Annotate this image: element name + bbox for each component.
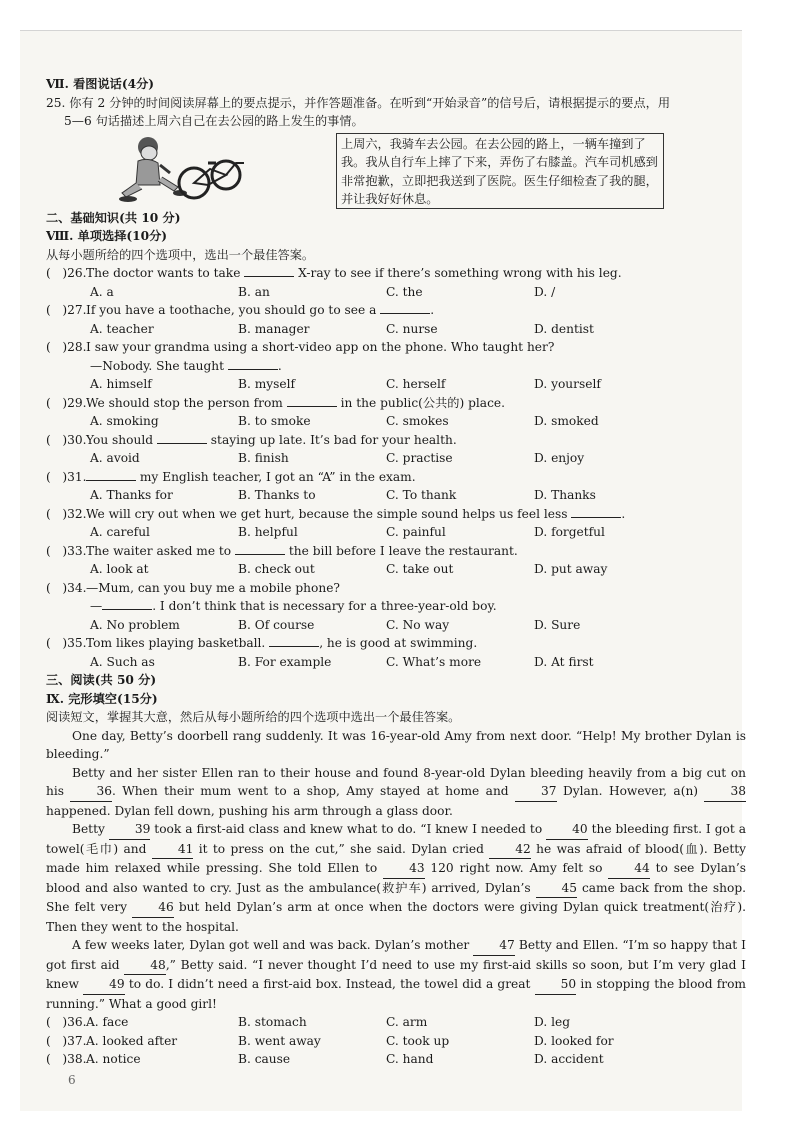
answer-bracket[interactable]: ( )30. (46, 432, 87, 447)
cloze-question-37-options (86, 1032, 682, 1051)
question-30-options (46, 449, 746, 468)
passage-paragraph: Betty 39 took a first-aid class and knew what to do. “I knew I needed to 40 the bleeding first. I got a towel(毛巾) and 41 it to press on the cut,” she said. Dylan cried 42 he was afraid of blood(血). Betty made him relaxed while pressing. She told Ellen to 43 120 right now. Amy felt so 44 to see Dylan’s blood and also wanted to cry. Just as the ambulance(救护车) arrived, Dylan’s 45 came back from the shop. She felt very 46 but held Dylan’s arm at once when the doctors were giving Dylan quick treatment(治疗). Then they went to the hospital. (46, 822, 747, 934)
answer-option[interactable]: A. Thanks for (90, 488, 173, 502)
answer-blank[interactable] (157, 443, 207, 444)
answer-option[interactable]: B. manager (238, 321, 310, 336)
cloze-blank-41[interactable]: 41 (152, 840, 194, 860)
answer-option[interactable]: D. looked for (534, 1033, 614, 1048)
question-33 (46, 542, 746, 561)
answer-option[interactable]: A. a (90, 284, 114, 299)
answer-bracket[interactable]: ( )33. (46, 543, 87, 558)
answer-bracket[interactable]: ( )27. (46, 303, 87, 317)
answer-option[interactable]: A. careful (90, 525, 150, 539)
answer-option[interactable]: C. the (386, 284, 423, 299)
answer-option[interactable]: D. Sure (534, 617, 581, 632)
answer-option[interactable]: D. At first (534, 654, 594, 669)
cloze-blank-49[interactable]: 49 (83, 975, 125, 995)
answer-bracket[interactable]: ( )36. (46, 1015, 87, 1029)
answer-option[interactable]: B. cause (238, 1052, 291, 1066)
answer-blank[interactable] (86, 480, 136, 481)
cloze-blank-36[interactable]: 36 (70, 782, 112, 802)
answer-option[interactable]: B. For example (238, 654, 332, 669)
answer-option[interactable]: B. finish (238, 451, 289, 465)
reading-instruction: 阅读短文，掌握其大意，然后从每小题所给的四个选项中选出一个最佳答案。 (46, 710, 461, 724)
question-33-options (46, 560, 746, 579)
answer-blank[interactable] (287, 406, 337, 407)
question-27-options (46, 320, 746, 339)
question-text: We should stop the person from in the public(公共的) place. (86, 395, 505, 410)
cloze-blank-40[interactable]: 40 (546, 820, 588, 840)
question-31-options (46, 486, 746, 505)
answer-option[interactable]: C. What’s more (386, 654, 482, 669)
answer-option[interactable]: D. dentist (534, 321, 594, 336)
exam-content (46, 75, 746, 1069)
cloze-blank-42[interactable]: 42 (489, 840, 531, 860)
boy-bicycle-illustration (108, 133, 258, 209)
answer-option[interactable]: B. an (238, 284, 270, 299)
question-34-reply: — . I don’t think that is necessary for a three-year-old boy. (90, 599, 497, 613)
question-26-options (46, 283, 746, 302)
cloze-blank-38[interactable]: 38 (704, 782, 746, 802)
basic-sub-header: Ⅷ. 单项选择(10分) (46, 229, 168, 243)
question-28-reply: —Nobody. She taught . (90, 358, 282, 373)
answer-option[interactable]: B. Of course (238, 617, 315, 632)
basic-section-header: 二、基础知识(共 10 分) (46, 210, 181, 225)
answer-option[interactable]: D. leg (534, 1015, 570, 1029)
question-text: I saw your grandma using a short-video app on the phone. Who taught her? (86, 340, 555, 354)
question-32-options (46, 523, 746, 542)
answer-option[interactable]: C. took up (386, 1033, 450, 1048)
question-text: The waiter asked me to the bill before I leave the restaurant. (86, 543, 518, 558)
cloze-passage (46, 727, 746, 1014)
answer-option[interactable]: C. herself (386, 377, 446, 391)
cloze-blank-48[interactable]: 48 (124, 956, 166, 976)
cloze-question-36 (46, 1013, 746, 1032)
passage-paragraph: A few weeks later, Dylan got well and was back. Dylan’s mother 47 Betty and Ellen. “I’m so happy that I got first aid 48,” Betty said. “I never thought I’d need to use my first-aid skills so soon, but I’m very glad I knew 49 to do. I didn’t need a first-aid box. Instead, the towel did a great 50 in stopping the blood from running.” What a good girl! (46, 938, 746, 1011)
answer-option[interactable]: C. arm (386, 1015, 428, 1029)
question-32 (46, 505, 746, 524)
basic-instruction: 从每小题所给的四个选项中，选出一个最佳答案。 (46, 247, 315, 262)
answer-option[interactable]: A. smoking (90, 414, 159, 428)
question-text: If you have a toothache, you should go to see a . (86, 303, 435, 317)
cloze-blank-47[interactable]: 47 (473, 936, 515, 956)
answer-bracket[interactable]: ( )34. (46, 580, 87, 595)
reading-section-header: 三、阅读(共 50 分) (46, 673, 157, 687)
answer-option[interactable]: C. smokes (386, 414, 449, 428)
answer-bracket[interactable]: ( )37. (46, 1033, 87, 1048)
cloze-blank-45[interactable]: 45 (536, 879, 578, 899)
question-35 (46, 634, 746, 653)
question-text: We will cry out when we get hurt, because the simple sound helps us feel less . (86, 506, 626, 521)
answer-blank[interactable] (244, 276, 294, 277)
speaking-instruction-1: 25. 你有 2 分钟的时间阅读屏幕上的要点提示，并作答题准备。在听到“开始录音”的信号后，请根据提示的要点，用 (46, 95, 671, 110)
answer-option[interactable]: B. to smoke (238, 414, 311, 428)
answer-option[interactable]: D. forgetful (534, 525, 605, 539)
passage-paragraph: One day, Betty’s doorbell rang suddenly. It was 16-year-old Amy from next door. “Help! My brother Dylan is bleeding.” (46, 728, 746, 761)
question-text: Tom likes playing basketball. , he is good at swimming. (86, 636, 478, 650)
reading-sub-header: Ⅸ. 完形填空(15分) (46, 691, 158, 706)
answer-bracket[interactable]: ( )28. (46, 340, 87, 354)
question-text: The doctor wants to take X-ray to see if there’s something wrong with his leg. (86, 266, 622, 280)
question-34 (46, 579, 746, 598)
cloze-blank-37[interactable]: 37 (515, 782, 557, 802)
answer-bracket[interactable]: ( )31. (46, 469, 87, 484)
answer-option[interactable]: B. helpful (238, 525, 298, 539)
question-31 (46, 468, 746, 487)
answer-option[interactable]: B. check out (238, 562, 315, 576)
cloze-question-list (46, 1013, 746, 1069)
answer-option[interactable]: A. Such as (90, 654, 155, 669)
answer-blank[interactable] (228, 369, 278, 370)
multiple-choice-list (46, 264, 746, 671)
cloze-blank-43[interactable]: 43 (383, 859, 425, 879)
answer-blank[interactable] (380, 313, 430, 314)
answer-option[interactable]: C. practise (386, 451, 453, 465)
answer-option[interactable]: A. himself (90, 377, 152, 391)
answer-option[interactable]: D. enjoy (534, 451, 585, 465)
cloze-question-37 (46, 1032, 746, 1051)
cloze-question-38 (46, 1050, 746, 1069)
answer-bracket[interactable]: ( )35. (46, 636, 87, 650)
answer-option[interactable]: A. face (86, 1015, 129, 1029)
answer-blank[interactable] (235, 554, 285, 555)
cloze-blank-39[interactable]: 39 (109, 820, 151, 840)
speaking-header: Ⅶ. 看图说话(4分) (46, 77, 155, 91)
answer-option[interactable]: A. notice (86, 1052, 141, 1066)
answer-option[interactable]: C. hand (386, 1052, 434, 1066)
answer-option[interactable]: D. / (534, 284, 556, 299)
answer-bracket[interactable]: ( )26. (46, 266, 87, 280)
answer-option[interactable]: D. put away (534, 562, 608, 576)
speaking-prompt-row (46, 133, 746, 209)
question-27 (46, 301, 746, 320)
answer-option[interactable]: C. painful (386, 525, 446, 539)
answer-option[interactable]: A. look at (90, 562, 149, 576)
answer-option[interactable]: D. smoked (534, 414, 599, 428)
answer-option[interactable]: B. myself (238, 377, 296, 391)
question-30 (46, 431, 746, 450)
answer-option[interactable]: B. stomach (238, 1015, 307, 1029)
answer-option[interactable]: D. yourself (534, 377, 601, 391)
cloze-blank-46[interactable]: 46 (132, 898, 174, 918)
answer-option[interactable]: B. Thanks to (238, 488, 316, 502)
question-26 (46, 264, 746, 283)
answer-bracket[interactable]: ( )29. (46, 395, 87, 410)
passage-paragraph: Betty and her sister Ellen ran to their house and found 8-year-old Dylan bleeding heavily from a big cut on his 36. When their mum went to a shop, Amy stayed at home and 37 Dylan. However, a(n) 38 happened. Dylan fell down, pushing his arm through a glass door. (46, 765, 746, 818)
answer-option[interactable]: B. went away (238, 1033, 321, 1048)
answer-option[interactable]: D. accident (534, 1052, 604, 1066)
answer-blank[interactable] (269, 646, 319, 647)
question-28 (46, 338, 746, 357)
answer-bracket[interactable]: ( )38. (46, 1052, 87, 1066)
speaking-instruction-2: 5—6 句话描述上周六自己在去公园的路上发生的事情。 (64, 114, 364, 128)
answer-option[interactable]: A. avoid (90, 451, 140, 465)
answer-option[interactable]: C. No way (386, 617, 450, 632)
question-29 (46, 394, 746, 413)
answer-blank[interactable] (102, 609, 152, 610)
question-35-options (46, 653, 746, 672)
question-text: You should staying up late. It’s bad for your health. (86, 432, 457, 447)
cloze-blank-44[interactable]: 44 (608, 859, 650, 879)
answer-option[interactable]: C. take out (386, 562, 454, 576)
answer-option[interactable]: D. Thanks (534, 488, 596, 502)
page-number: 6 (68, 1073, 76, 1087)
answer-option[interactable]: C. To thank (386, 488, 457, 502)
answer-option[interactable]: C. nurse (386, 321, 438, 336)
answer-option[interactable]: A. teacher (90, 321, 154, 336)
exam-page (20, 30, 747, 1111)
cloze-question-36-options (86, 1013, 682, 1032)
cloze-question-38-options (86, 1050, 682, 1069)
question-text: —Mum, can you buy me a mobile phone? (86, 580, 340, 595)
answer-blank[interactable] (571, 517, 621, 518)
question-text: my English teacher, I got an “A” in the exam. (86, 468, 416, 487)
question-28-options (46, 375, 746, 394)
question-29-options (46, 412, 746, 431)
speaking-prompt-box: 上周六，我骑车去公园。在去公园的路上，一辆车撞到了我。我从自行车上摔了下来，弄伤了右膝盖。汽车司机感到非常抱歉，立即把我送到了医院。医生仔细检查了我的腿，并让我好好休息。 (336, 133, 664, 209)
answer-option[interactable]: A. No problem (90, 617, 180, 632)
cloze-blank-50[interactable]: 50 (535, 975, 577, 995)
answer-bracket[interactable]: ( )32. (46, 506, 87, 521)
answer-option[interactable]: A. looked after (86, 1033, 178, 1048)
question-34-options (46, 616, 746, 635)
